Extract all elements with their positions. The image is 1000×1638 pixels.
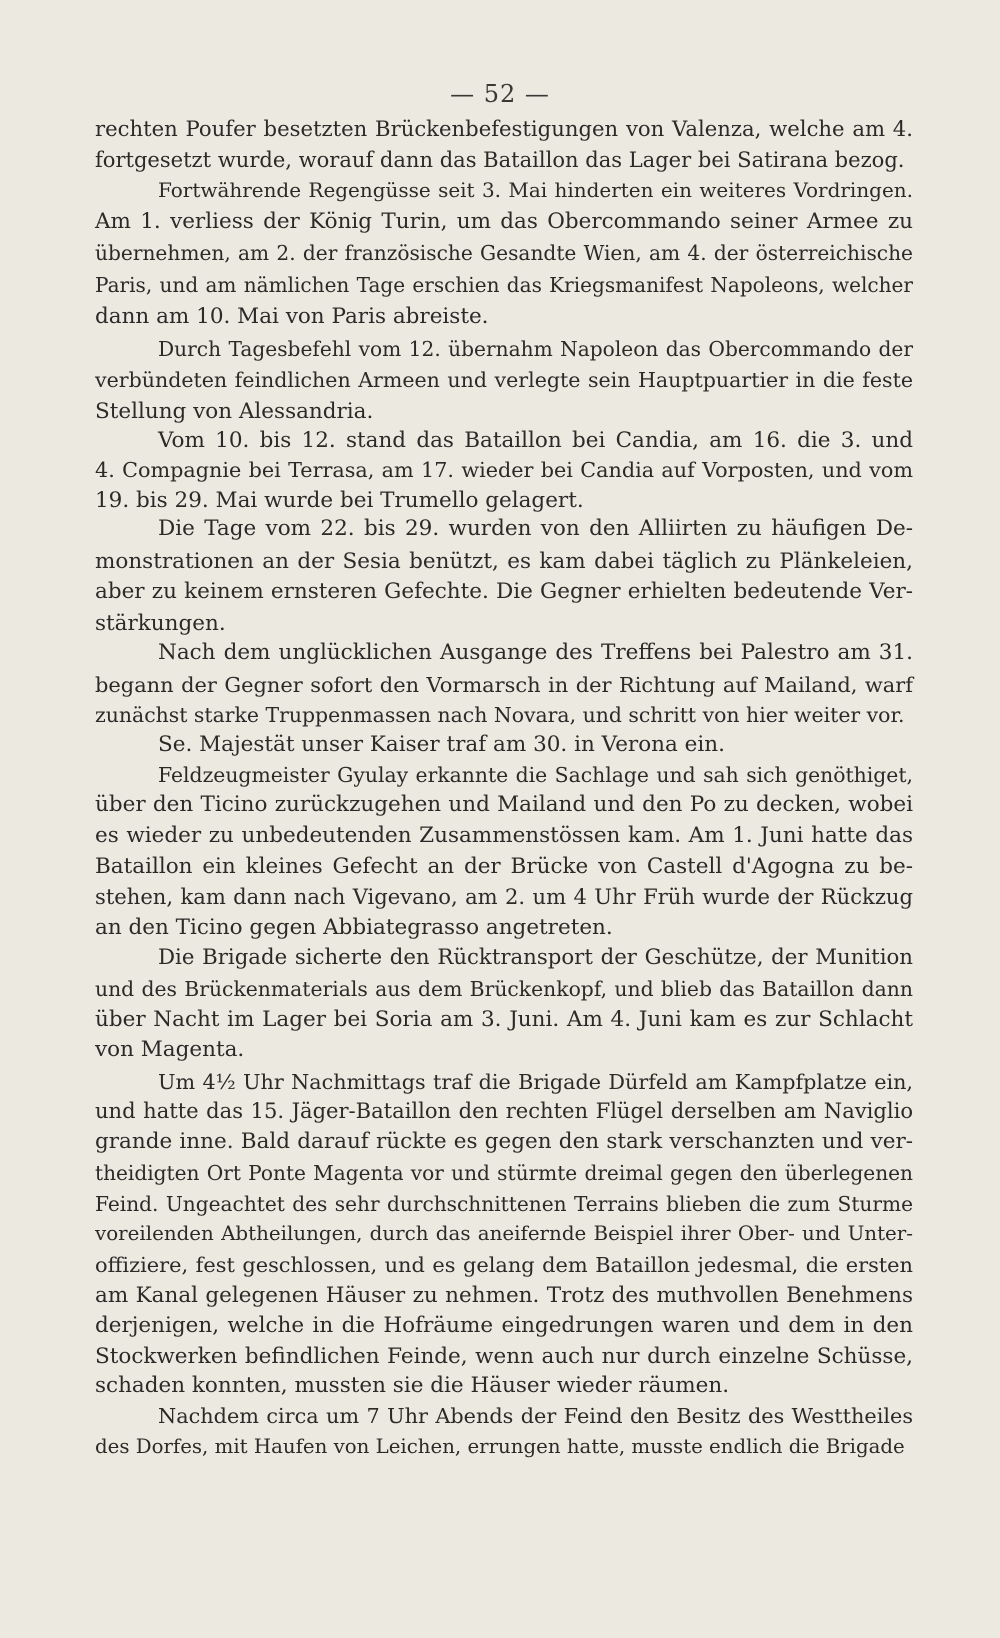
text-line: zunächst starke Truppenmassen nach Novara, und schritt von hier weiter vor. <box>95 703 905 727</box>
text-line: rechten Poufer besetzten Brückenbefestigungen von Valenza, welche am 4. <box>95 116 913 141</box>
text-line: grande inne. Bald darauf rückte es gegen den stark verschanzten und ver- <box>95 1129 913 1154</box>
text-line: Feind. Ungeachtet des sehr durchschnittenen Terrains blieben die zum Sturme <box>95 1192 913 1216</box>
text-line: Die Brigade sicherte den Rücktransport der Geschütze, der Munition <box>158 945 913 970</box>
text-line: theidigten Ort Ponte Magenta vor und stürmte dreimal gegen den überlegenen <box>95 1161 913 1185</box>
text-line: dann am 10. Mai von Paris abreiste. <box>95 304 489 329</box>
text-line: voreilenden Abtheilungen, durch das aneifernde Beispiel ihrer Ober- und Unter- <box>95 1222 913 1245</box>
text-line: Fortwährende Regengüsse seit 3. Mai hinderten ein weiteres Vordringen. <box>158 178 913 202</box>
text-line: übernehmen, am 2. der französische Gesandte Wien, am 4. der österreichische <box>95 241 913 265</box>
text-line: schaden konnten, mussten sie die Häuser wieder räumen. <box>95 1373 730 1398</box>
text-line: 4. Compagnie bei Terrasa, am 17. wieder bei Candia auf Vorposten, und vom <box>95 458 913 482</box>
text-line: 19. bis 29. Mai wurde bei Trumello gelagert. <box>95 488 584 513</box>
text-line: begann der Gegner sofort den Vormarsch in der Richtung auf Mailand, warf <box>95 673 913 697</box>
text-line: Nach dem unglücklichen Ausgange des Treffens bei Palestro am 31. <box>158 640 913 665</box>
text-line: über Nacht im Lager bei Soria am 3. Juni. Am 4. Juni kam es zur Schlacht <box>95 1007 913 1032</box>
text-line: verbündeten feindlichen Armeen und verlegte sein Hauptpuartier in die feste <box>95 368 913 392</box>
text-line: aber zu keinem ernsteren Gefechte. Die Gegner erhielten bedeutende Ver- <box>95 579 913 604</box>
text-line: Paris, und am nämlichen Tage erschien das Kriegsmanifest Napoleons, welcher <box>95 273 913 297</box>
text-line: Stockwerken befindlichen Feinde, wenn auch nur durch einzelne Schüsse, <box>95 1344 913 1369</box>
text-line: Durch Tagesbefehl vom 12. übernahm Napoleon das Obercommando der <box>158 337 913 361</box>
text-line: derjenigen, welche in die Hofräume eingedrungen waren und dem in den <box>95 1313 913 1338</box>
text-line: des Dorfes, mit Haufen von Leichen, errungen hatte, musste endlich die Brigade <box>95 1435 905 1458</box>
text-line: Se. Majestät unser Kaiser traf am 30. in Verona ein. <box>158 732 725 757</box>
text-line: am Kanal gelegenen Häuser zu nehmen. Trotz des muthvollen Benehmens <box>95 1283 913 1308</box>
text-line: von Magenta. <box>95 1037 245 1062</box>
text-line: offiziere, fest geschlossen, und es gelang dem Bataillon jedesmal, die ersten <box>95 1253 913 1277</box>
text-line: über den Ticino zurückzugehen und Mailand und den Po zu decken, wobei <box>95 792 913 817</box>
text-line: stehen, kam dann nach Vigevano, am 2. um 4 Uhr Früh wurde der Rückzug <box>95 884 913 909</box>
text-line: und hatte das 15. Jäger-Bataillon den rechten Flügel derselben am Naviglio <box>95 1098 913 1123</box>
text-line: an den Ticino gegen Abbiategrasso angetreten. <box>95 915 613 940</box>
text-line: Am 1. verliess der König Turin, um das Obercommando seiner Armee zu <box>95 209 913 234</box>
text-line: Nachdem circa um 7 Uhr Abends der Feind den Besitz des Westtheiles <box>158 1404 913 1428</box>
text-line: Vom 10. bis 12. stand das Bataillon bei Candia, am 16. die 3. und <box>158 428 913 453</box>
text-line: monstrationen an der Sesia benützt, es kam dabei täglich zu Plänkeleien, <box>95 549 913 574</box>
text-line: Bataillon ein kleines Gefecht an der Brücke von Castell d'Agogna zu be- <box>95 854 913 879</box>
text-line: fortgesetzt wurde, worauf dann das Bataillon das Lager bei Satirana bezog. <box>95 147 905 172</box>
text-line: Um 4½ Uhr Nachmittags traf die Brigade Dürfeld am Kampfplatze ein, <box>158 1070 913 1094</box>
text-line: es wieder zu unbedeutenden Zusammenstössen kam. Am 1. Juni hatte das <box>95 823 913 848</box>
page-number: — 52 — <box>450 80 550 108</box>
text-line: und des Brückenmaterials aus dem Brückenkopf, und blieb das Bataillon dann <box>95 977 913 1001</box>
text-line: Stellung von Alessandria. <box>95 399 374 424</box>
text-line: stärkungen. <box>95 611 226 636</box>
text-line: Die Tage vom 22. bis 29. wurden von den Alliirten zu häufigen De- <box>158 516 913 541</box>
text-line: Feldzeugmeister Gyulay erkannte die Sachlage und sah sich genöthiget, <box>158 763 913 787</box>
